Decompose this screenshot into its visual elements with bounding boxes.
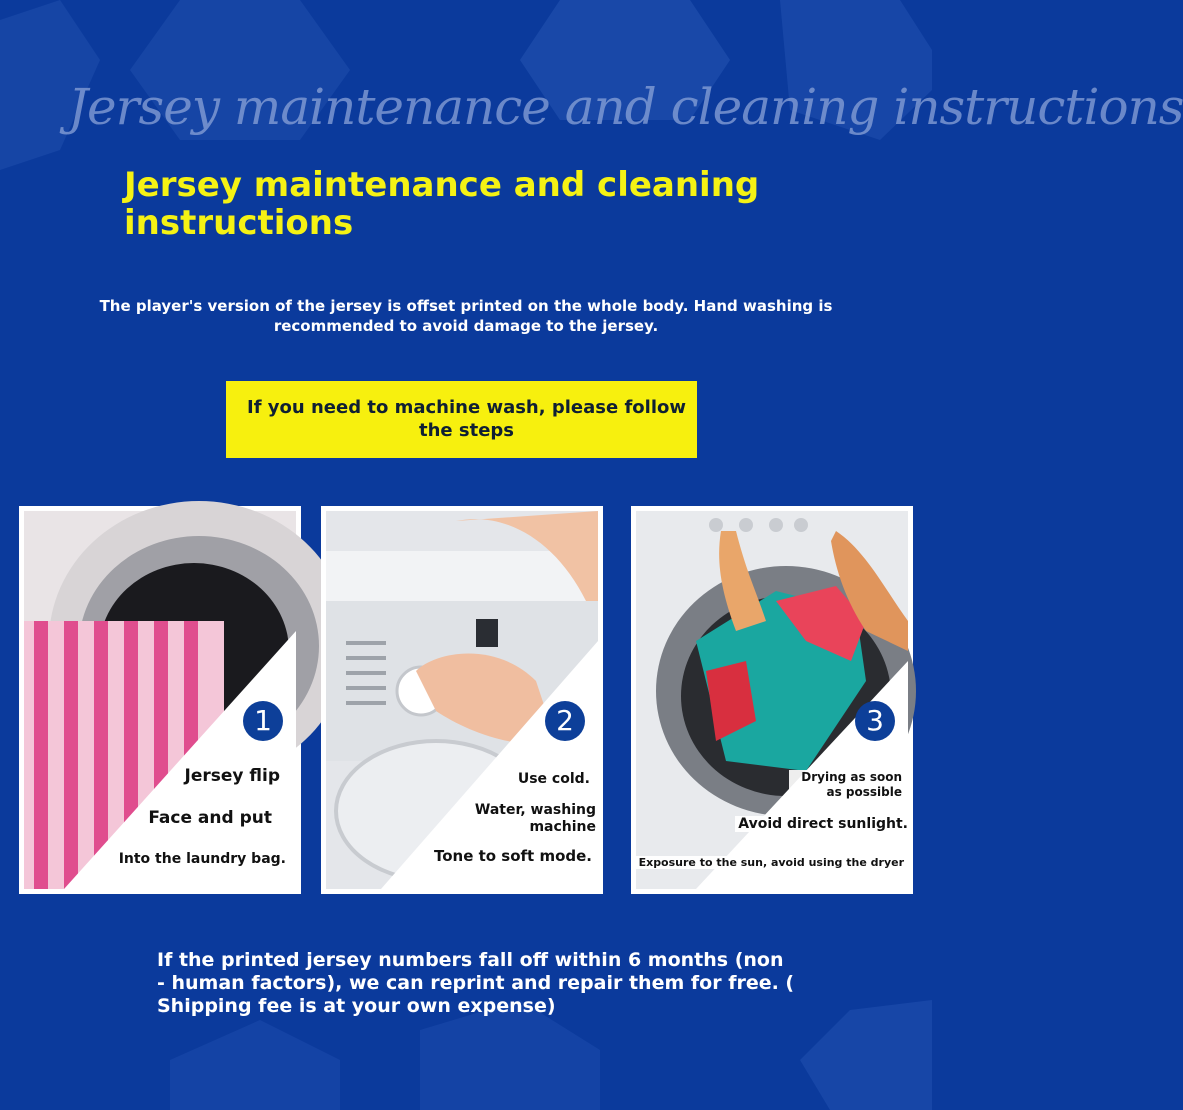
step-2-line-3: Tone to soft mode. — [431, 847, 595, 865]
step-3-line-1: Drying as soon as possible — [789, 770, 905, 800]
script-title: Jersey maintenance and cleaning instructions — [68, 78, 1183, 136]
step-1-line-1: Jersey flip — [182, 766, 283, 786]
intro-text: The player's version of the jersey is offset printed on the whole body. Hand washing is recommended to avoid damage to the jersey. — [99, 297, 833, 335]
step-1-line-2: Face and put — [145, 808, 275, 828]
step-3-line-3: Exposure to the sun, avoid using the dryer — [636, 856, 907, 869]
step-1-line-3: Into the laundry bag. — [116, 851, 289, 867]
step-number-badge: 1 — [243, 701, 283, 741]
machine-wash-note: If you need to machine wash, please follow the steps — [226, 381, 697, 458]
step-number-badge: 2 — [545, 701, 585, 741]
step-card-2 — [321, 506, 603, 894]
washing-machine-door-photo — [24, 511, 296, 889]
step-2-line-2: Water, washing machine — [463, 802, 599, 836]
page-title: Jersey maintenance and cleaning instructions — [124, 165, 760, 243]
step-3-line-2: Avoid direct sunlight. — [735, 816, 911, 832]
step-number-badge: 3 — [855, 701, 895, 741]
reprint-guarantee-text: If the printed jersey numbers fall off within 6 months (non - human factors), we can reprint and repair them for free. ( Shipping fee is at your own expense) — [157, 949, 795, 1017]
step-2-line-1: Use cold. — [515, 771, 593, 787]
step-card-1 — [19, 506, 301, 894]
laundry-drum-photo — [636, 511, 908, 889]
step-card-3 — [631, 506, 913, 894]
